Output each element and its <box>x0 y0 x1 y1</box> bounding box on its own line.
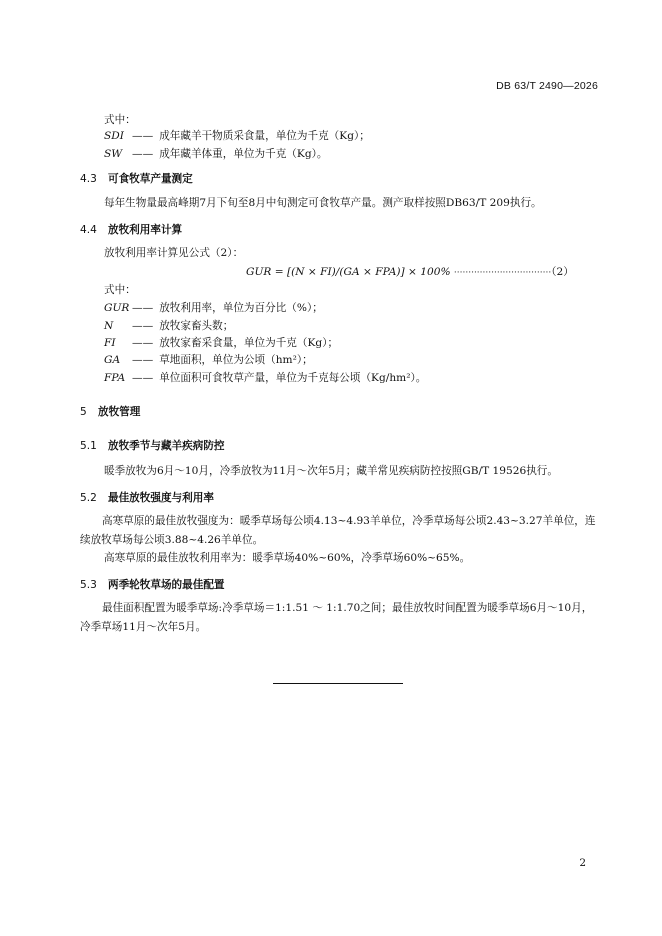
formula-leader: ·································· <box>453 268 552 278</box>
definition-symbol: N <box>104 320 114 332</box>
definition-item <box>104 300 323 315</box>
section-number: 5 <box>80 406 87 418</box>
section-heading-5-2 <box>80 490 214 505</box>
definition-dash: —— <box>132 320 154 332</box>
section-number: 4.3 <box>80 173 97 185</box>
paragraph: 每年生物量最高峰期7月下旬至8月中旬测定可食牧草产量。测产取样按照DB63/T 209执行。 <box>104 197 542 209</box>
definition-text: 单位面积可食牧草产量，单位为千克每公顷（Kg/hm²）。 <box>159 372 427 384</box>
definition-item <box>104 352 313 367</box>
section-number: 5.3 <box>80 579 97 591</box>
paragraph: 高寒草原的最佳放牧利用率为：暖季草场40%~60%，冷季草场60%~65%。 <box>104 552 471 564</box>
definition-text: 成年藏羊干物质采食量，单位为千克（Kg）； <box>159 130 370 142</box>
section-heading-5-1 <box>80 438 225 453</box>
page-number: 2 <box>579 857 586 869</box>
definition-symbol: GA <box>104 354 121 366</box>
definition-dash: —— <box>132 372 154 384</box>
chapter-heading-5 <box>80 404 140 419</box>
document-number: DB 63/T 2490—2026 <box>496 80 598 92</box>
section-number: 5.1 <box>80 440 97 452</box>
definition-text: 草地面积，单位为公顷（hm²）； <box>159 354 313 366</box>
section-title: 可食牧草产量测定 <box>108 173 193 185</box>
formula-number: （2） <box>551 266 574 278</box>
definition-symbol: FI <box>104 337 116 349</box>
formula-expression: GUR = [(N × FI)/(GA × FPA)] × 100% <box>246 266 451 278</box>
definition-dash: —— <box>132 148 154 160</box>
definition-item <box>104 370 426 385</box>
section-number: 5.2 <box>80 492 97 504</box>
end-of-document-rule <box>273 683 403 684</box>
where-label: 式中： <box>104 284 136 296</box>
section-title: 两季轮牧草场的最佳配置 <box>108 579 225 591</box>
definition-dash: —— <box>132 130 154 142</box>
paragraph: 最佳面积配置为暖季草场:冷季草场＝1:1.51 ～ 1:1.70之间；最佳放牧时间配置为暖季草场6月～10月，冷季草场11月～次年5月。 <box>80 602 593 633</box>
where-label: 式中： <box>104 114 136 126</box>
section-heading-4-4 <box>80 222 182 237</box>
definition-text: 放牧家畜头数； <box>159 320 234 332</box>
definition-item <box>104 128 370 143</box>
paragraph: 高寒草原的最佳放牧强度为：暖季草场每公顷4.13~4.93羊单位，冷季草场每公顷2.43~3.27羊单位，连续放牧草场每公顷3.88~4.26羊单位。 <box>80 515 596 546</box>
definition-symbol: FPA <box>104 372 126 384</box>
section-title: 放牧利用率计算 <box>108 224 183 236</box>
definition-dash: —— <box>132 337 154 349</box>
definition-item <box>104 318 233 333</box>
formula-line <box>246 265 574 280</box>
formula-intro: 放牧利用率计算见公式（2）： <box>104 247 244 259</box>
definition-text: 成年藏羊体重，单位为千克（Kg）。 <box>159 148 328 160</box>
definition-symbol: SDI <box>104 130 124 142</box>
definition-dash: —— <box>132 354 154 366</box>
section-title: 放牧季节与藏羊疾病防控 <box>108 440 225 452</box>
definition-text: 放牧利用率，单位为百分比（%）； <box>159 302 323 314</box>
definition-symbol: SW <box>104 148 123 160</box>
definition-text: 放牧家畜采食量，单位为千克（Kg）； <box>159 337 339 349</box>
definition-dash: —— <box>132 302 154 314</box>
section-heading-5-3 <box>80 577 225 592</box>
section-title: 最佳放牧强度与利用率 <box>108 492 214 504</box>
section-number: 4.4 <box>80 224 97 236</box>
definition-item <box>104 146 328 161</box>
section-heading-4-3 <box>80 171 193 186</box>
section-title: 放牧管理 <box>98 406 141 418</box>
paragraph: 暖季放牧为6月～10月，冷季放牧为11月～次年5月；藏羊常见疾病防控按照GB/T 19526执行。 <box>104 465 558 477</box>
definition-item <box>104 335 338 350</box>
definition-symbol: GUR <box>104 302 130 314</box>
